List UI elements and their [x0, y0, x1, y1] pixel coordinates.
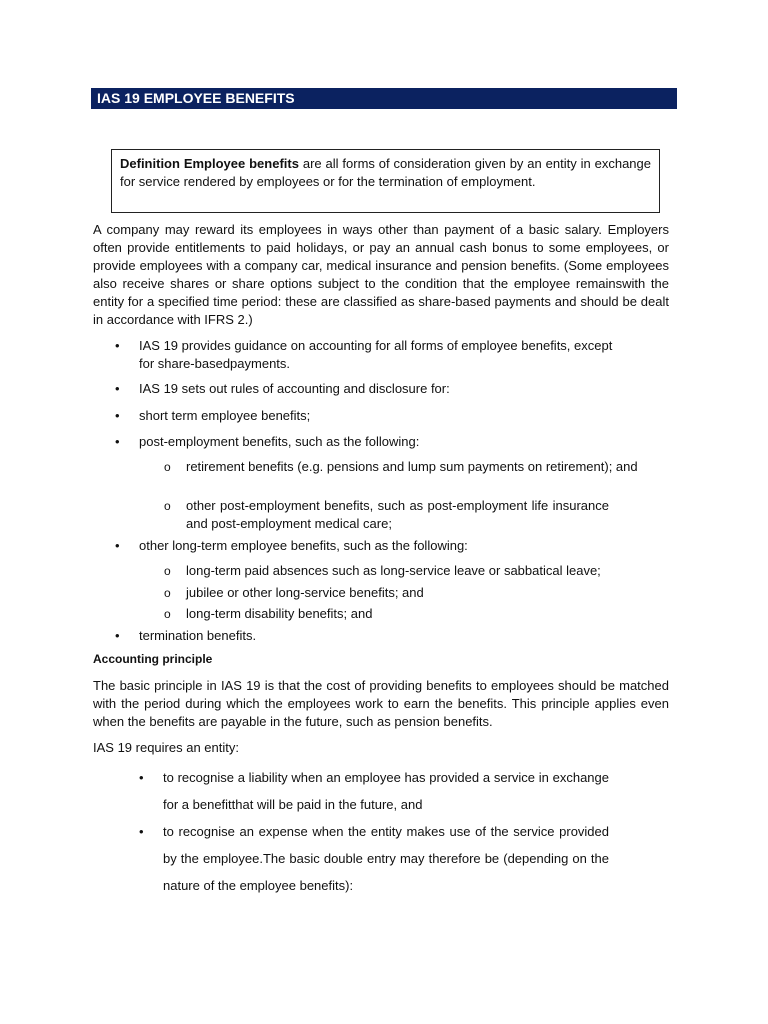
definition-text: are all forms of consideration given by an entity in exchange for service rendered by employees or for the termination of employment.: [120, 156, 651, 189]
section-title: IAS 19 EMPLOYEE BENEFITS: [91, 88, 677, 109]
bullet-icon: •: [115, 381, 120, 396]
bullet-icon: •: [139, 824, 144, 839]
accounting-paragraph: The basic principle in IAS 19 is that the cost of providing benefits to employees should be matched with the period during which the employees work to earn the benefits. This principle applies even when the benefits are payable in the future, such as pension benefits.: [93, 678, 669, 729]
bullet-text: IAS 19 sets out rules of accounting and disclosure for:: [139, 381, 450, 396]
bullet-item: [115, 380, 659, 398]
bullet-item: [115, 337, 619, 373]
requires-intro: IAS 19 requires an entity:: [93, 740, 239, 755]
requires-bullet-item: [139, 764, 609, 818]
bullet-text: other long-term employee benefits, such as the following:: [139, 538, 468, 553]
circle-bullet-icon: o: [164, 460, 171, 474]
sub-bullet-item: [164, 562, 666, 580]
sub-bullet-text: long-term paid absences such as long-service leave or sabbatical leave;: [186, 563, 601, 578]
definition-term: Definition Employee benefits: [120, 156, 299, 171]
accounting-heading: Accounting principle: [93, 652, 213, 666]
bullet-text: short term employee benefits;: [139, 408, 311, 423]
bullet-item: [115, 537, 659, 555]
bullet-item: [115, 627, 659, 645]
requires-bullet-text: to recognise an expense when the entity makes use of the service provided by the employee.The basic double entry may therefore be (depending on the nature of the employee benefits):: [163, 824, 609, 893]
bullet-icon: •: [115, 628, 120, 643]
sub-bullet-text: jubilee or other long-service benefits; and: [186, 585, 424, 600]
bullet-icon: •: [115, 538, 120, 553]
bullet-icon: •: [115, 434, 120, 449]
requires-bullet-item: [139, 818, 609, 899]
circle-bullet-icon: o: [164, 564, 171, 578]
intro-paragraph: A company may reward its employees in ways other than payment of a basic salary. Employers often provide entitlements to paid holidays, or pay an annual cash bonus to some employees, or provide employees with a company car, medical insurance and pension benefits. (Some employees also receive shares or share options subject to the condition that the employee remainswith the entity for a specified time period: these are classified as share-based payments and should be dealt in accordance with IFRS 2.): [93, 222, 669, 327]
bullet-icon: •: [115, 338, 120, 353]
circle-bullet-icon: o: [164, 499, 171, 513]
definition-box: [111, 149, 660, 213]
bullet-icon: •: [139, 770, 144, 785]
sub-bullet-text: long-term disability benefits; and: [186, 606, 373, 621]
bullet-item: [115, 407, 659, 425]
bullet-icon: •: [115, 408, 120, 423]
bullet-item: [115, 433, 659, 451]
sub-bullet-item: [164, 605, 666, 623]
sub-bullet-text: retirement benefits (e.g. pensions and lump sum payments on retirement); and: [186, 459, 638, 474]
bullet-text: post-employment benefits, such as the following:: [139, 434, 420, 449]
bullet-text: termination benefits.: [139, 628, 257, 643]
circle-bullet-icon: o: [164, 607, 171, 621]
sub-bullet-item: [164, 584, 666, 602]
sub-bullet-text: other post-employment benefits, such as post-employment life insurance and post-employment medical care;: [186, 498, 609, 531]
requires-bullet-text: to recognise a liability when an employee has provided a service in exchange for a benefitthat will be paid in the future, and: [163, 770, 609, 812]
bullet-text: IAS 19 provides guidance on accounting for all forms of employee benefits, except for share-basedpayments.: [139, 338, 613, 371]
sub-bullet-item: [164, 497, 609, 533]
sub-bullet-item: [164, 458, 676, 476]
circle-bullet-icon: o: [164, 586, 171, 600]
